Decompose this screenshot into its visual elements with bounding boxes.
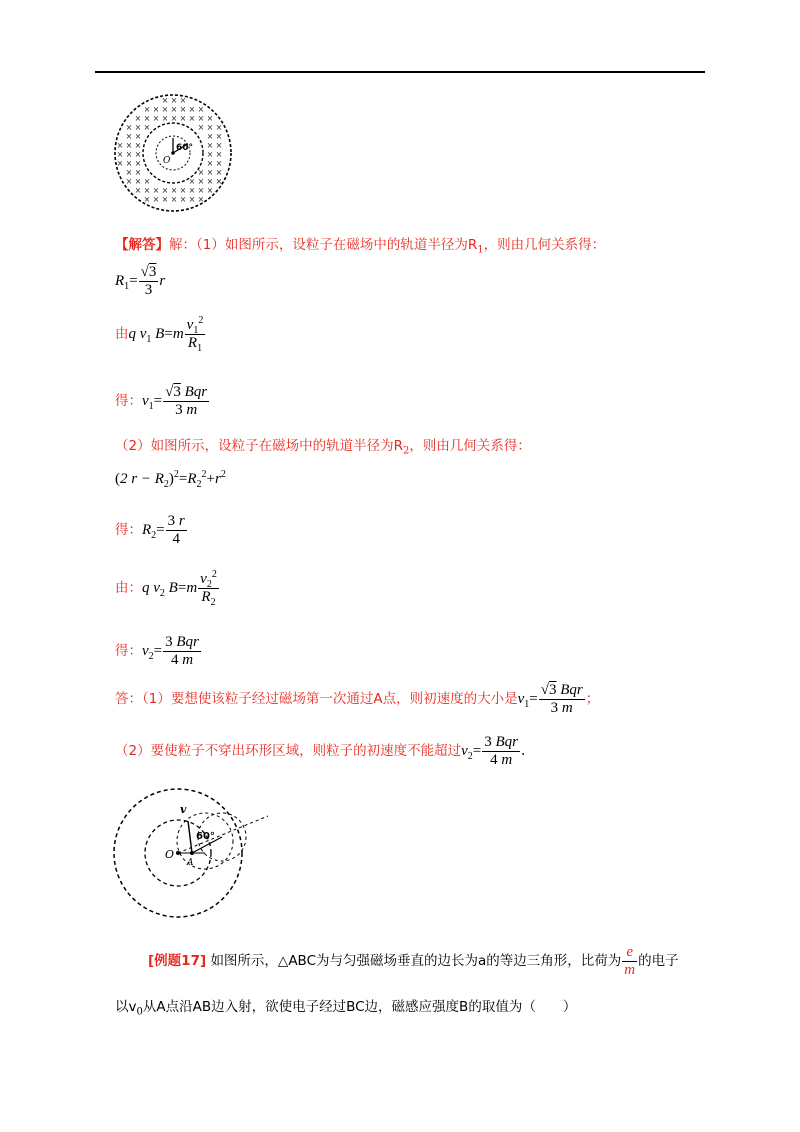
example-label: [例题17] xyxy=(148,953,207,969)
field-cross: × xyxy=(125,168,133,177)
field-cross: × xyxy=(143,195,151,204)
origin-label: O xyxy=(163,156,171,166)
field-cross: × xyxy=(188,177,196,186)
field-cross: × xyxy=(134,159,142,168)
field-cross: × xyxy=(152,114,160,123)
equation-force-2: 由：q $v_2$ B=m $\frac{v_2^2}{R_2}$ xyxy=(115,569,217,608)
field-cross: × xyxy=(215,168,223,177)
answer-1: 答：（1）要想使该粒子经过磁场第一次通过A点，则初速度的大小是$v_1=$ $\frac{\text{√3 Bqr}}{3 m}$ ； xyxy=(115,682,600,716)
equation-force-1: 由q $v_1$ B=m $\frac{v_1^2}{R_1}$ xyxy=(115,315,204,354)
field-cross: × xyxy=(134,150,142,159)
field-cross: × xyxy=(170,96,178,105)
origin-label: O xyxy=(165,848,175,861)
field-cross: × xyxy=(206,141,214,150)
field-cross: × xyxy=(161,195,169,204)
field-cross: × xyxy=(197,177,205,186)
example-17-line-1: [例题17] 如图所示，△ABC为与匀强磁场垂直的边长为a的等边三角形，比荷为 $\frac{e}{m}$ 的电子 xyxy=(148,944,679,978)
field-cross: × xyxy=(215,123,223,132)
field-cross: × xyxy=(152,186,160,195)
field-cross: × xyxy=(197,168,205,177)
field-cross: × xyxy=(179,105,187,114)
field-cross: × xyxy=(134,141,142,150)
angle-label: 60° xyxy=(196,831,215,842)
field-cross: × xyxy=(134,168,142,177)
field-cross: × xyxy=(197,123,205,132)
field-cross: × xyxy=(143,105,151,114)
field-cross: × xyxy=(161,105,169,114)
header-rule xyxy=(95,71,705,73)
field-cross: × xyxy=(116,141,124,150)
field-cross: × xyxy=(215,150,223,159)
field-cross: × xyxy=(134,177,142,186)
field-cross: × xyxy=(161,186,169,195)
solution-intro: 【解答】解：（1）如图所示，设粒子在磁场中的轨道半径为$R_1$，则由几何关系得： xyxy=(115,237,606,256)
field-cross: × xyxy=(152,195,160,204)
field-cross: × xyxy=(206,114,214,123)
field-cross: × xyxy=(215,132,223,141)
field-cross: × xyxy=(170,195,178,204)
field-cross: × xyxy=(134,123,142,132)
field-cross: × xyxy=(125,132,133,141)
figure-orbit-diagram xyxy=(110,783,270,925)
answer-2: （2）要使粒子不穿出环形区域，则粒子的初速度不能超过$v_2=$ $\frac{\text{3 Bqr}}{4 m}$ . xyxy=(115,734,526,768)
field-cross: × xyxy=(206,177,214,186)
field-cross: × xyxy=(161,96,169,105)
field-cross: × xyxy=(143,177,151,186)
field-cross: × xyxy=(152,105,160,114)
equation-geometry-2: (2 $r - R_2)^2=R_2^2+r^2$ xyxy=(115,469,226,490)
field-cross: × xyxy=(134,186,142,195)
field-cross: × xyxy=(125,177,133,186)
field-cross: × xyxy=(197,195,205,204)
field-cross: × xyxy=(179,195,187,204)
field-cross: × xyxy=(188,186,196,195)
field-cross: × xyxy=(206,132,214,141)
field-cross: × xyxy=(170,186,178,195)
field-cross: × xyxy=(206,186,214,195)
equation-r1: $R_1=$ $\frac{√3}{3}$ r xyxy=(115,264,166,298)
field-cross: × xyxy=(170,105,178,114)
point-a-label: A xyxy=(187,858,194,868)
field-cross: × xyxy=(179,114,187,123)
field-cross: × xyxy=(125,141,133,150)
field-cross: × xyxy=(143,123,151,132)
center-point xyxy=(171,151,175,155)
field-cross: × xyxy=(197,186,205,195)
field-cross: × xyxy=(143,186,151,195)
field-cross: × xyxy=(215,141,223,150)
point-a xyxy=(190,851,194,855)
solution-heading: 【解答】 xyxy=(115,237,169,253)
equation-v1: 得：$v_1=$ $\frac{\text{√3 Bqr}}{3 m}$ xyxy=(115,384,208,418)
center-point xyxy=(176,851,180,855)
field-cross: × xyxy=(134,114,142,123)
solution-part2: （2）如图所示，设粒子在磁场中的轨道半径为$R_2$，则由几何关系得： xyxy=(115,438,531,457)
equation-r2: 得：$R_2=$ $\frac{3 r}{4}$ xyxy=(115,513,185,547)
field-cross: × xyxy=(188,105,196,114)
field-cross: × xyxy=(215,177,223,186)
field-cross: × xyxy=(206,123,214,132)
field-cross: × xyxy=(143,114,151,123)
field-cross: × xyxy=(197,114,205,123)
field-cross: × xyxy=(134,132,142,141)
field-cross: × xyxy=(161,114,169,123)
field-cross: × xyxy=(206,150,214,159)
field-cross: × xyxy=(206,168,214,177)
field-cross: × xyxy=(215,159,223,168)
field-cross: × xyxy=(197,105,205,114)
figure-ring-field xyxy=(112,92,234,214)
field-cross: × xyxy=(116,159,124,168)
field-cross: × xyxy=(188,195,196,204)
velocity-label: v xyxy=(180,803,187,816)
equation-v2: 得：$v_2=$ $\frac{\text{3 Bqr}}{4 m}$ xyxy=(115,634,199,668)
field-cross: × xyxy=(125,159,133,168)
field-cross: × xyxy=(188,114,196,123)
field-cross: × xyxy=(170,114,178,123)
example-17-line-2: 以$v_0$从A点沿AB边入射，欲使电子经过BC边，磁感应强度B的取值为（ ） xyxy=(115,999,577,1018)
field-cross: × xyxy=(116,150,124,159)
angle-label: 60° xyxy=(176,143,194,153)
field-cross: × xyxy=(125,150,133,159)
field-cross: × xyxy=(179,186,187,195)
field-cross: × xyxy=(206,159,214,168)
field-cross: × xyxy=(179,96,187,105)
field-cross: × xyxy=(125,123,133,132)
